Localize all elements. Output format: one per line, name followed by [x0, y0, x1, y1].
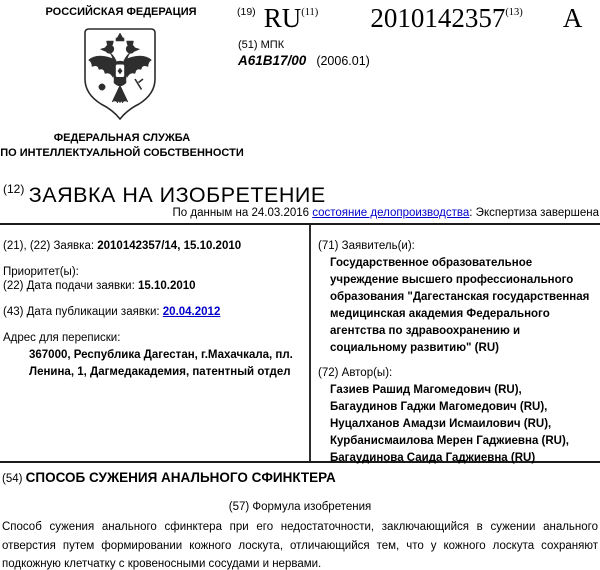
inid-code-12: (12): [3, 182, 25, 196]
author-line: Багаудинова Саида Гаджиевна (RU): [330, 452, 536, 464]
claim-text: Способ сужения анального сфинктера при его недостаточности, заключающийся в сужении анального отверстия путем формировании кожного лоскута, отличающийся тем, что у кожного лоскута сохраняют подкожную клетчатку с кровеносными сосудами и нервами.: [2, 521, 598, 570]
author-line: Нуцалханов Амадзи Исмаилович (RU),: [330, 418, 552, 430]
applicant-line: социальному развитию" (RU): [330, 342, 499, 354]
country-code: RU: [263, 3, 302, 33]
country-title: РОССИЙСКАЯ ФЕДЕРАЦИЯ: [45, 6, 197, 18]
bibliographic-grid: [0, 223, 600, 463]
author-line: Курбанисмаилова Мерен Гаджиевна (RU),: [330, 435, 569, 447]
kind-code: A: [562, 3, 583, 33]
applicant-line: Государственное образовательное: [330, 257, 533, 269]
filing-date-row: [3, 279, 301, 293]
publication-date-label: (43) Дата публикации заявки:: [3, 306, 163, 318]
applicant-name: [318, 255, 598, 357]
ipc-label: МПК: [260, 39, 285, 51]
status-prefix: По данным на 24.03.2016: [172, 207, 313, 219]
status-line: [173, 207, 600, 219]
inid-code-19: (19): [237, 6, 256, 18]
address-line: Ленина, 1, Дагмедакадемия, патентный отдел: [29, 366, 291, 378]
filing-date-label: (22) Дата подачи заявки:: [3, 280, 138, 292]
filing-date-value: 15.10.2010: [138, 280, 196, 292]
application-row: [3, 239, 301, 253]
author-line: Газиев Рашид Магомедович (RU),: [330, 384, 522, 396]
address-line: 367000, Республика Дагестан, г.Махачкала, пл.: [29, 349, 293, 361]
formula-heading: (57) Формула изобретения: [228, 501, 372, 513]
application-value: 2010142357/14, 15.10.2010: [97, 240, 242, 252]
ipc-label-row: [238, 39, 284, 51]
applicant-label: (71) Заявитель(и):: [318, 240, 415, 252]
status-suffix: : Экспертиза завершена: [469, 207, 599, 219]
inid-code-54: (54): [2, 473, 26, 485]
publication-number-row: [237, 3, 582, 33]
bibliographic-left-column: [0, 225, 311, 461]
inid-code-11: (11): [301, 7, 319, 18]
inid-code-51: (51): [238, 39, 258, 51]
russian-coat-of-arms-icon: [80, 26, 160, 123]
publication-number: 2010142357: [370, 3, 506, 33]
office-line2: ПО ИНТЕЛЛЕКТУАЛЬНОЙ СОБСТВЕННОСТИ: [0, 147, 244, 159]
document-type-title: [3, 182, 326, 208]
bibliographic-right-column: [311, 225, 600, 464]
invention-title-row: [2, 469, 336, 487]
applicant-line: медицинская академия Федерального: [330, 308, 550, 320]
applicant-line: учреждение высшего профессионального: [330, 274, 574, 286]
address-label: Адрес для переписки:: [3, 332, 121, 344]
office-title: [0, 131, 244, 161]
invention-title: СПОСОБ СУЖЕНИЯ АНАЛЬНОГО СФИНКТЕРА: [25, 470, 336, 485]
document-type-name: ЗАЯВКА НА ИЗОБРЕТЕНИЕ: [28, 183, 326, 207]
authors-list: [318, 382, 598, 467]
inid-code-13: (13): [505, 7, 523, 18]
authors-label: (72) Автор(ы):: [318, 367, 393, 379]
publication-date-link[interactable]: 20.04.2012: [162, 306, 221, 318]
case-status-link[interactable]: состояние делопроизводства: [312, 207, 470, 219]
publication-date-row: [3, 305, 301, 319]
ipc-code: A61B17/00: [238, 53, 307, 68]
office-line1: ФЕДЕРАЛЬНАЯ СЛУЖБА: [53, 132, 191, 144]
applicant-line: агентства по здравоохранению и: [330, 325, 521, 337]
ipc-classification-row: [238, 53, 370, 68]
ipc-version: (2006.01): [316, 54, 370, 68]
application-label: (21), (22) Заявка:: [3, 240, 98, 252]
correspondence-address: [3, 347, 301, 381]
applicant-line: образования "Дагестанская государственная: [330, 291, 590, 303]
author-line: Багаудинов Гаджи Магомедович (RU),: [330, 401, 548, 413]
priority-label: Приоритет(ы):: [3, 266, 79, 278]
